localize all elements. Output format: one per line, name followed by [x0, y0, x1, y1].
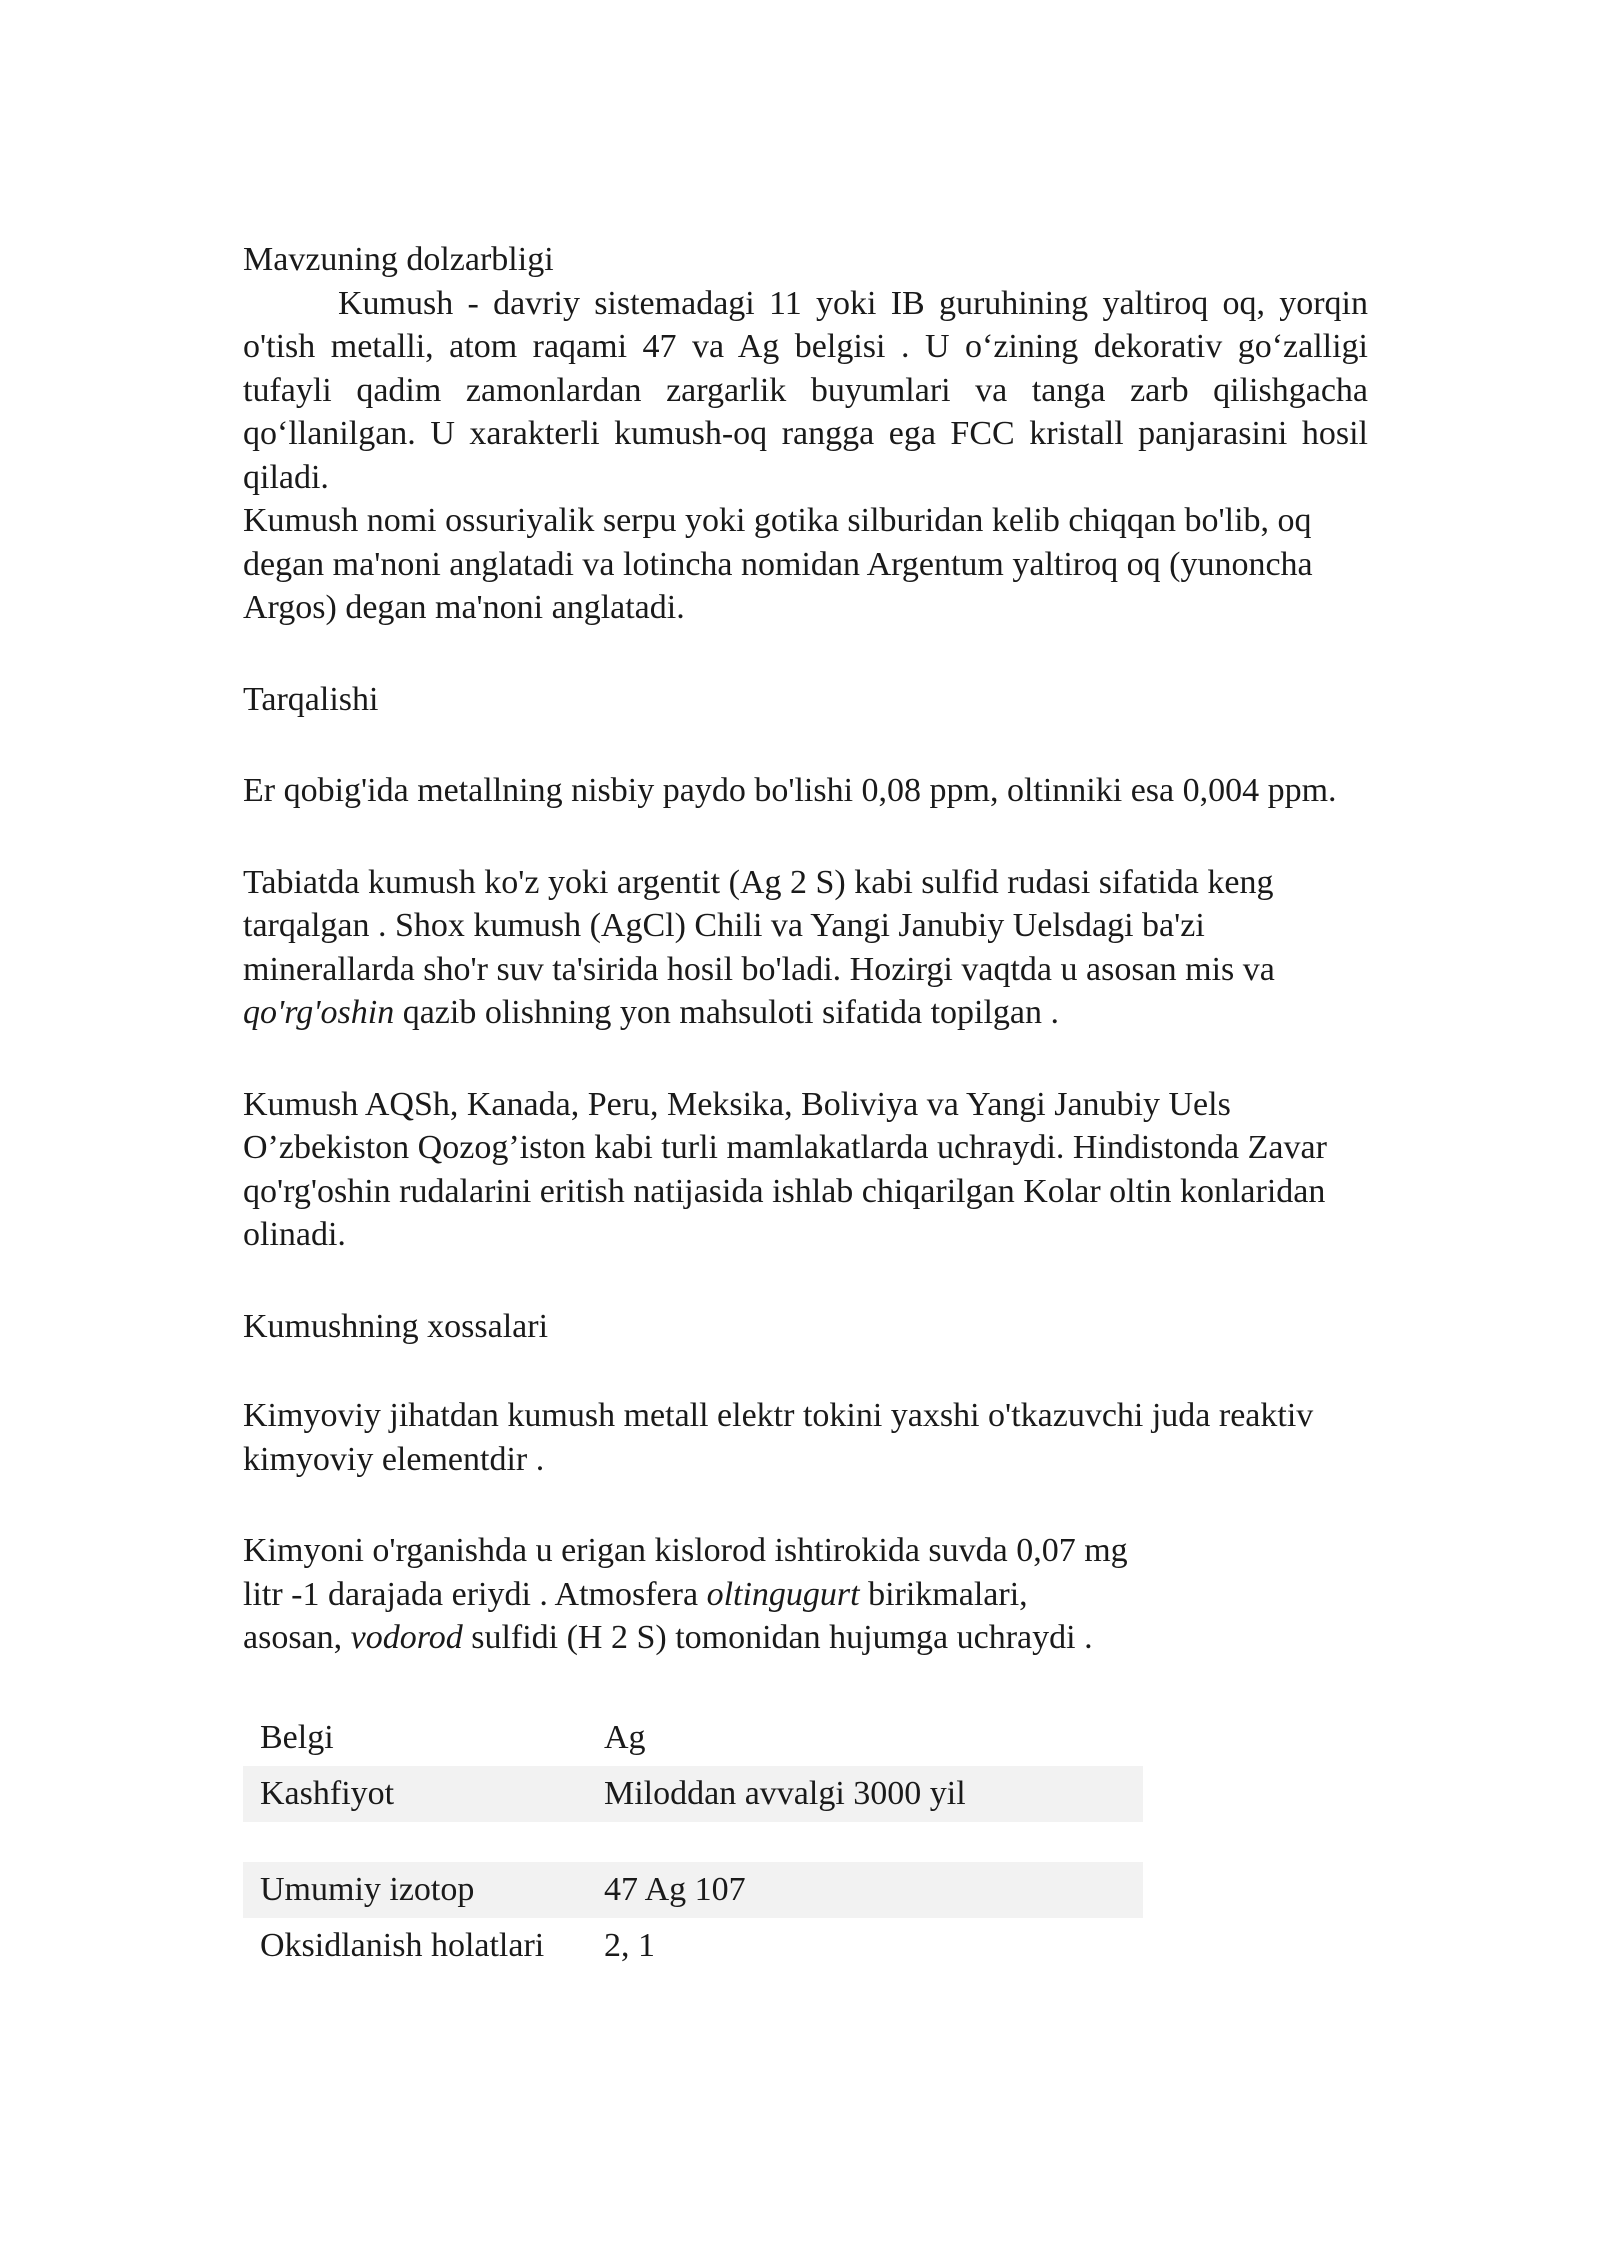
text-fragment: asosan, [243, 1619, 351, 1656]
paragraph-ores [243, 861, 1368, 1035]
table-key: Oksidlanish holatlari [260, 1926, 545, 1964]
italic-term-lead: qo'rg'oshin [243, 994, 395, 1031]
paragraph-abundance: Er qobig'ida metallning nisbiy paydo bo'lishi 0,08 ppm, oltinniki esa 0,004 ppm. [243, 772, 1337, 809]
paragraph-etymology: Kumush nomi ossuriyalik serpu yoki gotika silburidan kelib chiqqan bo'lib, oq degan ma'noni anglatadi va lotincha nomidan Argentum yaltiroq oq (yunoncha Argos) degan ma'noni anglatadi. [243, 502, 1313, 626]
table-row [243, 1918, 1143, 1974]
text-fragment: litr -1 darajada eriydi . Atmosfera [243, 1575, 707, 1613]
table-value: Miloddan avvalgi 3000 yil [587, 1766, 1143, 1822]
table-row [243, 1710, 1143, 1766]
paragraph-solubility [243, 1529, 1368, 1660]
italic-term-sulfur: oltingugurt [706, 1575, 860, 1613]
table-value: 47 Ag 107 [587, 1862, 1143, 1918]
section-heading-distribution: Tarqalishi [243, 680, 379, 718]
italic-term-hydrogen: vodorod [350, 1619, 463, 1656]
text-fragment: sulfidi (H 2 S) tomonidan hujumga uchraydi . [462, 1619, 1093, 1656]
table-key: Belgi [260, 1718, 334, 1756]
properties-table [243, 1710, 1143, 1974]
table-row [243, 1766, 1143, 1822]
paragraph-countries: Kumush AQSh, Kanada, Peru, Meksika, Boliviya va Yangi Janubiy Uels O’zbekiston Qozog’iston kabi turli mamlakatlarda uchraydi. Hindistonda Zavar qo'rg'oshin rudalarini eritish natijasida ishlab chiqarilgan Kolar oltin konlaridan olinadi. [243, 1085, 1327, 1253]
document-page [243, 238, 1368, 1974]
section-heading-relevance: Mavzuning dolzarbligi [243, 241, 554, 278]
paragraph-intro: Kumush - davriy sistemadagi 11 yoki IB guruhining yaltiroq oq, yorqin o'tish metalli, atom raqami 47 va Ag belgisi . U o‘zining dekorativ go‘zalligi tufayli qadim zamonlardan zargarlik buyumlari va tanga zarb qilishgacha qo‘llanilgan. U xarakterli kumush-oq rangga ega FCC kristall panjarasini hosil qiladi. [243, 284, 1368, 496]
text-line: Kimyoni o'rganishda u erigan kislorod ishtirokida suvda 0,07 mg [243, 1532, 1128, 1569]
section-heading-properties: Kumushning xossalari [243, 1307, 549, 1345]
table-key: Kashfiyot [243, 1766, 587, 1822]
text-fragment: birikmalari, [859, 1575, 1028, 1613]
table-value: 2, 1 [604, 1926, 655, 1964]
text-fragment: qazib olishning yon mahsuloti sifatida topilgan . [394, 994, 1060, 1031]
table-key: Umumiy izotop [243, 1862, 587, 1918]
text-fragment: Tabiatda kumush ko'z yoki argentit (Ag 2 S) kabi sulfid rudasi sifatida keng tarqalgan . Shox kumush (AgCl) Chili va Yangi Janubiy Uelsdagi ba'zi minerallarda sho'r suv ta'sirida hosil bo'ladi. Hozirgi vaqtda u asosan mis va [243, 863, 1275, 988]
table-value: Ag [604, 1718, 646, 1756]
table-row [243, 1862, 1143, 1918]
paragraph-chemistry: Kimyoviy jihatdan kumush metall elektr tokini yaxshi o'tkazuvchi juda reaktiv kimyoviy elementdir . [243, 1397, 1314, 1478]
table-spacer-row [243, 1822, 1143, 1862]
